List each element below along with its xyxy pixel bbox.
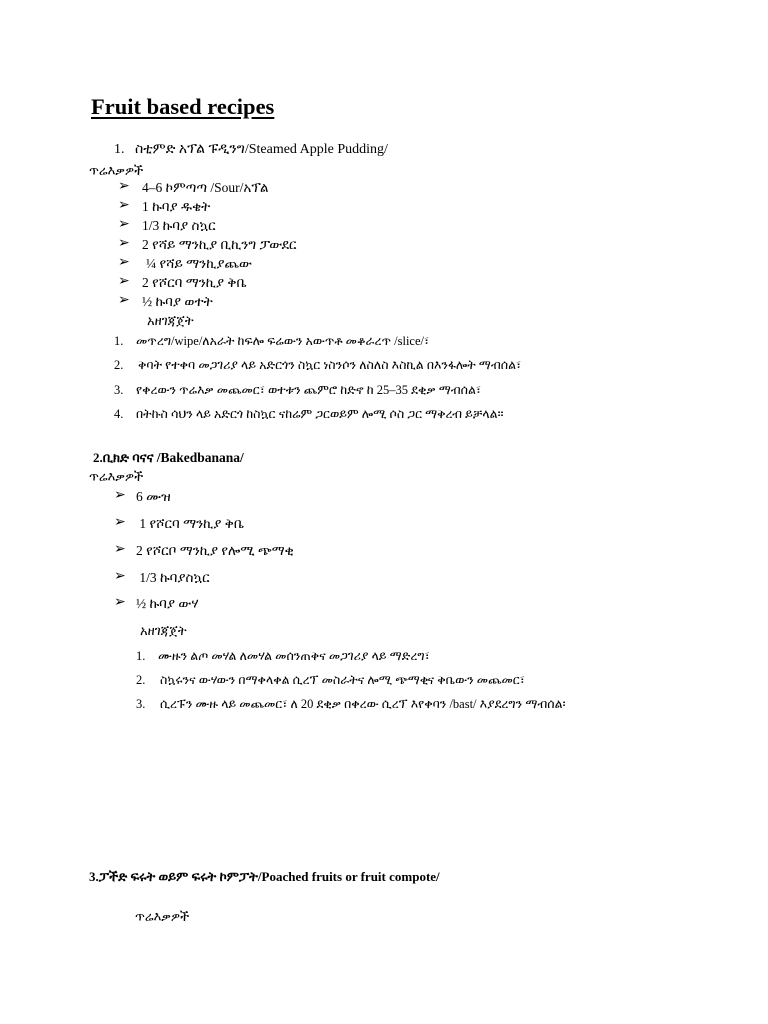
list-item: ➢ 4–6 ኮምጣጣ /Sour/አፕል (118, 179, 269, 195)
list-item: 3. የቀረውን ጥሬእቃ መጨመር፣ ወተቱን ጨምሮ ከድኖ ከ 25–35 ደቂቃ ማብሰል፣ (114, 383, 482, 397)
list-item: 3. ሲረፑን ሙዙ ላይ መጨመር፣ ለ 20 ደቂቃ በቀረው ሲረፕ እየቀባን /bast/ እያደረግን ማብሰል፡ (136, 697, 566, 711)
recipe-3-ingredients-label: ጥሬእቃዎች (135, 909, 190, 924)
list-item: 2. ስኳሩንና ውሃውን በማቀላቀል ሲረፕ መስራትና ሎሚ ጭማቂና ቅቤውን መጨመር፣ (136, 673, 525, 687)
list-item: 1. ሙዙን ልጦ መሃል ለመሃል መሰንጠቅና መጋገሪያ ላይ ማድረግ፣ (136, 649, 430, 663)
list-item: ➢ 2 የሾርቦ ማንኪያ የሎሚ ጭማቂ (114, 542, 294, 558)
list-item: ➢ ¼ የሻይ ማንኪያጨው (118, 255, 252, 271)
arrow-bullet-icon: ➢ (118, 274, 130, 289)
arrow-bullet-icon: ➢ (118, 293, 130, 308)
list-item: ➢ ½ ኩባያ ወተት (118, 293, 213, 309)
list-item: ➢ 6 ሙዝ (114, 488, 171, 504)
list-item: ➢ 1/3 ኩባያ ስኳር (118, 217, 216, 233)
arrow-bullet-icon: ➢ (114, 515, 126, 530)
recipe-1-heading (114, 141, 388, 159)
recipe-2-heading: 2.ቢክድ ባናና /Bakedbanana/ (93, 450, 244, 465)
arrow-bullet-icon: ➢ (118, 236, 130, 251)
recipe-2-method-label: አዘገጃጀት (140, 623, 187, 638)
arrow-bullet-icon: ➢ (114, 542, 126, 557)
list-item: ➢ ½ ኩባያ ውሃ (114, 595, 199, 611)
list-item: ➢ 2 የሾርባ ማንኪያ ቅቤ (118, 274, 247, 290)
recipe-1-method-label: አዘገጃጀት (147, 313, 194, 328)
list-item: ➢ 1 የሾርባ ማንኪያ ቅቤ (114, 515, 245, 531)
arrow-bullet-icon: ➢ (114, 569, 126, 584)
arrow-bullet-icon: ➢ (114, 488, 126, 503)
page-title: Fruit based recipes (91, 94, 275, 119)
recipe-2-ingredients-label: ጥሬእቃዎች (89, 469, 144, 484)
recipe-1-title: ስቲምድ አፕል ፑዲንግ/Steamed Apple Pudding/ (135, 142, 388, 157)
list-item: 1. መጥረግ/wipe/ለአራት ከፍሎ ፍሬውን አውጥቶ መቆራረጥ /slice/፣ (114, 334, 430, 348)
arrow-bullet-icon: ➢ (118, 255, 130, 270)
arrow-bullet-icon: ➢ (114, 595, 126, 610)
arrow-bullet-icon: ➢ (118, 179, 130, 194)
list-item: ➢ 1/3 ኩባያስኳር (114, 569, 210, 585)
recipe-1-number: 1. (114, 142, 125, 157)
arrow-bullet-icon: ➢ (118, 198, 130, 213)
list-item: 2. ቅባት የተቀባ መጋገሪያ ላይ አድርጎን ስኳር ነስንሶን ለስለስ እስኪል በእንፋሎት ማብሰል፣ (114, 358, 522, 372)
list-item: 4. በትኩስ ሳህን ላይ አድርጎ ከስኳር ናከሬም ጋርወይም ሎሚ ሶስ ጋር ማቅረብ ይቻላል። (114, 407, 504, 421)
list-item: ➢ 2 የሻይ ማንኪያ ቢኪንግ ፓውደር (118, 236, 297, 252)
arrow-bullet-icon: ➢ (118, 217, 130, 232)
list-item: ➢ 1 ኩባያ ዱቄት (118, 198, 211, 214)
recipe-1-ingredients-label: ጥሬእቃዎች (89, 163, 144, 178)
recipe-3-heading: 3.ፓችድ ፍሩት ወይም ፍሩት ኮምፓት/Poached fruits or fruit compote/ (89, 869, 440, 884)
